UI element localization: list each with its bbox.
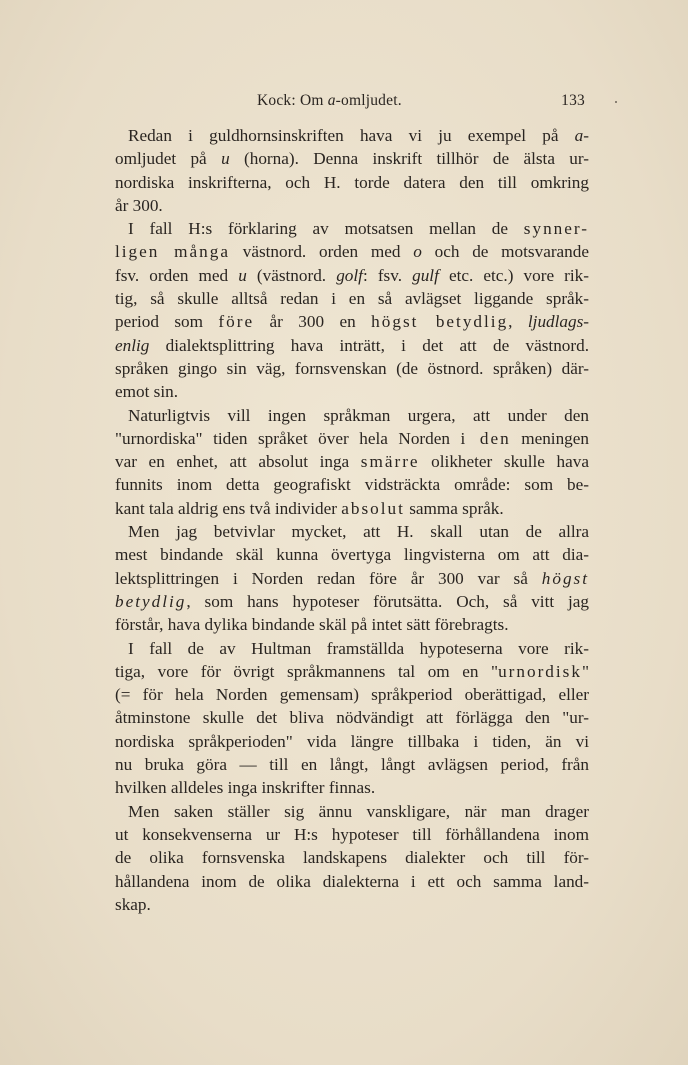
italic-text: a	[574, 126, 584, 145]
text-line	[115, 706, 589, 729]
text-line	[115, 217, 589, 240]
text-run: nordiska språkperioden" vida längre tillbaka i tiden, än vi	[115, 731, 589, 751]
text-line	[115, 240, 589, 263]
margin-mark	[615, 101, 617, 103]
text-line	[115, 287, 589, 310]
running-title: Kock: Om a-omljudet.	[257, 92, 402, 109]
text-line	[115, 567, 589, 590]
spaced-text: absolut	[341, 498, 405, 518]
text-run: år 300 en	[254, 312, 372, 332]
text-run: hållandena inom de olika dialekterna i ett och samma land-	[115, 871, 589, 891]
text-run: , som hans hypoteser förutsätta. Och, så vitt jag	[186, 591, 589, 611]
text-run: "urnordiska" tiden språket över hela Norden	[115, 428, 461, 448]
text-line	[115, 846, 589, 869]
text-line	[115, 543, 589, 566]
italic-text: högst	[541, 568, 589, 588]
text-run: år 300.	[115, 195, 163, 215]
text-run: fsv. orden med	[115, 265, 239, 285]
text-run: åtminstone skulle det bliva nödvändigt att förlägga den "ur-	[115, 708, 589, 728]
spaced-text: synner-	[523, 219, 589, 239]
page-number: 133	[561, 92, 585, 109]
text-line	[115, 613, 589, 636]
italic-text: u	[221, 149, 230, 169]
text-line	[115, 753, 589, 776]
text-run: olikheter skulle hava	[419, 452, 589, 472]
text-run: tiga, vore för övrigt språkmannens tal om en "	[115, 661, 499, 681]
text-run: dialektsplittring hava inträtt, i det att de västnord.	[149, 335, 589, 355]
italic-text: enlig	[115, 335, 150, 355]
text-run: meningen	[510, 428, 589, 448]
text-run: I fall H:s förklaring av motsatsen mellan de	[128, 219, 524, 239]
text-line	[115, 520, 589, 543]
text-run: period som	[115, 312, 219, 332]
text-line	[115, 590, 589, 613]
text-line	[115, 147, 589, 170]
text-run: ,	[508, 312, 528, 332]
text-line	[115, 194, 589, 217]
text-run: (= för hela Norden gemensam) språkperiod oberättigad, eller	[115, 685, 589, 705]
text-run: (horna). Denna inskrift tillhör de älsta ur-	[229, 149, 590, 169]
text-run: förstår, hava dylika bindande skäl på intet sätt förebragts.	[115, 615, 509, 635]
text-line	[115, 893, 589, 916]
spaced-text: i den	[460, 428, 511, 448]
text-line	[115, 800, 589, 823]
text-line	[115, 473, 589, 496]
italic-text: u	[238, 265, 247, 285]
text-line	[115, 776, 589, 799]
text-line	[115, 427, 589, 450]
text-line	[115, 124, 589, 147]
text-line	[115, 683, 589, 706]
text-line	[115, 264, 589, 287]
italic-text: golf	[336, 265, 363, 285]
text-run: var en enhet, att absolut inga	[115, 452, 361, 472]
text-line	[115, 171, 589, 194]
spaced-text: urnordisk	[498, 661, 582, 681]
text-run: de olika fornsvenska landskapens dialekter och till för-	[115, 848, 589, 868]
text-line	[115, 404, 589, 427]
text-run: ut konsekvenserna ur H:s hypoteser till förhållandena inom	[115, 824, 589, 844]
spaced-text: ligen många	[115, 242, 230, 262]
text-run: västnord. orden med	[229, 242, 414, 262]
text-run: lektsplittringen i Norden redan före år 300 var så	[115, 568, 542, 588]
text-run: skap.	[115, 894, 151, 914]
text-run: Redan i guldhornsinskriften hava vi ju exempel på	[128, 126, 575, 145]
spaced-text: före	[218, 312, 255, 332]
text-run: samma språk.	[404, 498, 504, 518]
italic-text: betydlig	[115, 591, 187, 611]
text-line	[115, 660, 589, 683]
text-run: mest bindande skäl kunna övertyga lingvisterna om att dia-	[115, 545, 589, 565]
text-run: nordiska inskrifterna, och H. torde datera den till omkring	[115, 172, 589, 192]
text-line	[115, 380, 589, 403]
page-header	[115, 92, 587, 114]
text-line	[115, 823, 589, 846]
text-run: tig, så skulle alltså redan i en så avlägset liggande språk-	[115, 289, 589, 309]
text-line	[115, 310, 589, 333]
body-text	[115, 124, 589, 916]
text-run: funnits inom detta geografiskt vidsträckta område: som be-	[115, 475, 589, 495]
text-run: hvilken alldeles inga inskrifter finnas.	[115, 778, 376, 798]
text-run: "	[581, 661, 589, 681]
text-run: språken gingo sin väg, fornsvenskan (de östnord. språken) där-	[115, 358, 589, 378]
text-run: och de motsvarande	[421, 242, 590, 262]
italic-text: o	[413, 242, 422, 262]
text-run: nu bruka göra — till en långt, långt avlägsen period, från	[115, 755, 589, 775]
italic-text: ljudlags-	[527, 312, 590, 332]
text-run: Men saken ställer sig ännu vanskligare, när man drager	[128, 801, 589, 821]
text-run: (västnord.	[246, 265, 337, 285]
text-run: emot sin.	[115, 382, 179, 402]
text-run: etc. etc.) vore rik-	[438, 265, 589, 285]
spaced-text: högst betydlig	[371, 312, 509, 332]
text-run: omljudet på	[115, 149, 222, 169]
text-line	[115, 637, 589, 660]
text-line	[115, 730, 589, 753]
text-run: Men jag betvivlar mycket, att H. skall utan de allra	[128, 522, 589, 542]
italic-text: gulf	[412, 265, 439, 285]
text-line	[115, 357, 589, 380]
text-run: I fall de av Hultman framställda hypoteserna vore rik-	[128, 638, 589, 658]
text-line	[115, 450, 589, 473]
text-line	[115, 497, 589, 520]
text-run: Naturligtvis vill ingen språkman urgera, att under den	[128, 405, 589, 425]
text-line	[115, 334, 589, 357]
text-line	[115, 870, 589, 893]
text-run: -	[583, 126, 589, 145]
text-run: : fsv.	[362, 265, 413, 285]
spaced-text: smärre	[360, 452, 420, 472]
text-run: kant tala aldrig ens två individer	[115, 498, 342, 518]
